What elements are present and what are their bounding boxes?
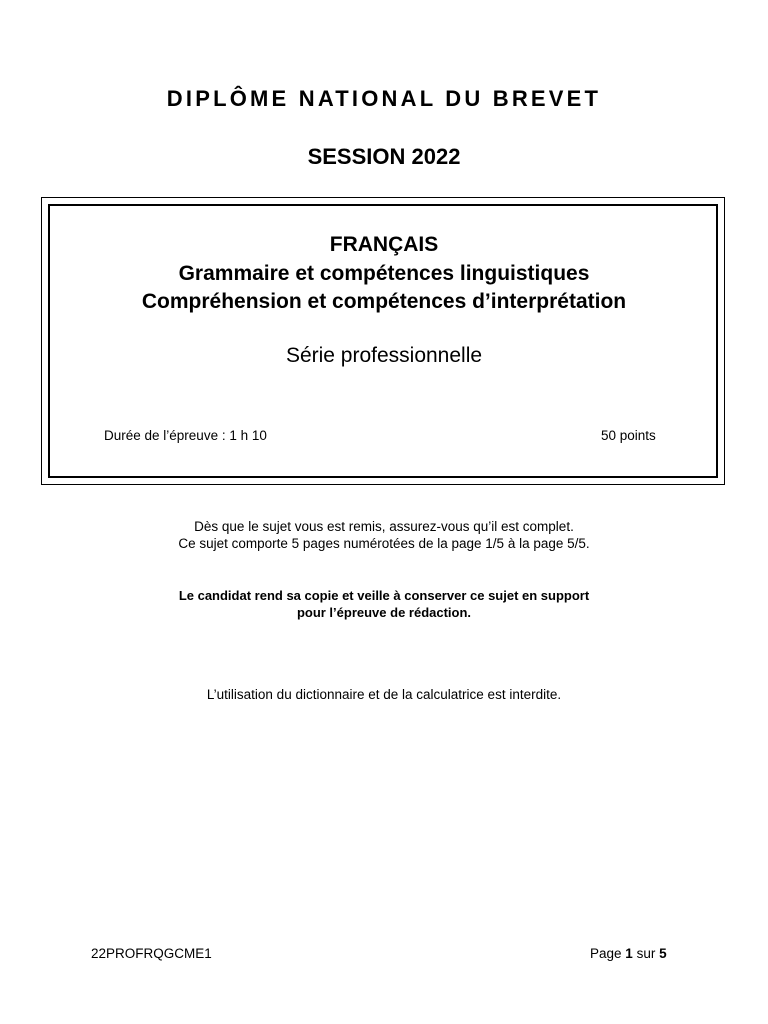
candidate-instruction-line1: Le candidat rend sa copie et veille à conserver ce sujet en support [178,588,590,603]
completeness-notice: Dès que le sujet vous est remis, assurez-vous qu’il est complet. [194,519,574,534]
dictionary-rule: L’utilisation du dictionnaire et de la calculatrice est interdite. [206,687,562,702]
candidate-instruction-line2: pour l’épreuve de rédaction. [296,605,472,620]
footer-exam-code: 22PROFRQGCME1 [91,946,212,961]
session-year: SESSION 2022 [307,144,461,169]
page-of: sur [636,946,656,961]
exam-title: DIPLÔME NATIONAL DU BREVET [166,86,602,111]
page-current: 1 [625,946,633,961]
exam-duration [104,428,267,443]
exam-series: Série professionnelle [285,344,483,367]
footer-page-number [590,946,667,961]
subject-topic-grammar: Grammaire et compétences linguistiques [178,262,590,285]
page-total: 5 [659,946,667,961]
duration-value: 1 h 10 [229,428,267,443]
duration-label: Durée de l’épreuve [104,428,219,443]
subject-topic-comprehension: Compréhension et compétences d’interprétation [141,290,627,313]
page-word: Page [590,946,622,961]
duration-separator: : [218,428,230,443]
subject-title: FRANÇAIS [329,233,439,256]
page-count-notice: Ce sujet comporte 5 pages numérotées de la page 1/5 à la page 5/5. [178,536,590,551]
exam-points: 50 points [601,428,656,443]
